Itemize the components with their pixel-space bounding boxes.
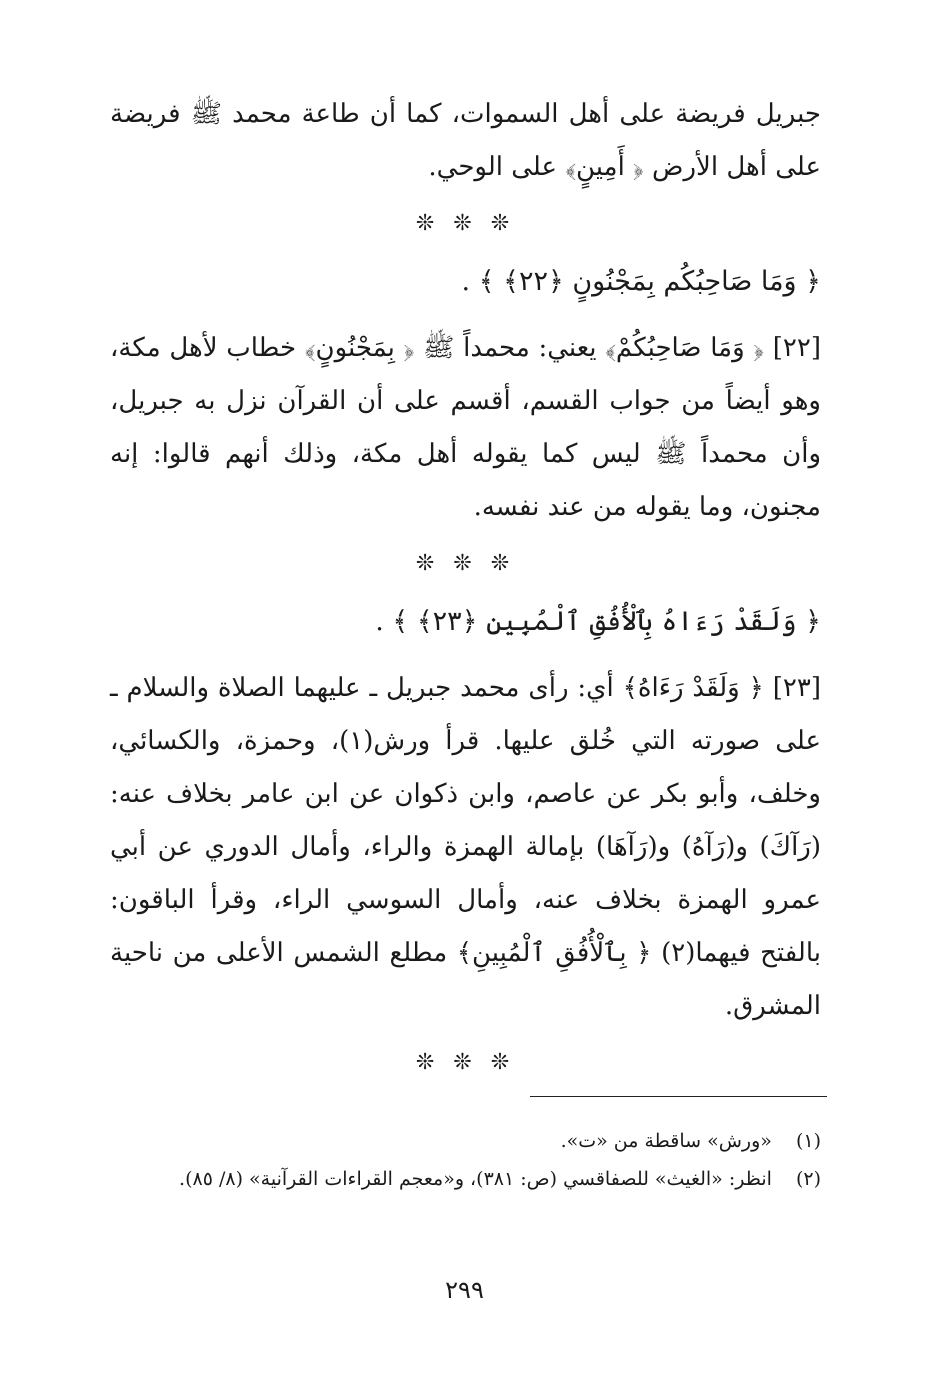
section-separator: ❊ ❊ ❊ — [415, 1050, 516, 1075]
section-separator: ❊ ❊ ❊ — [415, 551, 516, 576]
section-separator: ❊ ❊ ❊ — [415, 211, 516, 236]
quran-verse-22: ﴿ وَمَا صَاحِبُكُم بِمَجْنُونٍ ﴿٢٢﴾ ﴾ . — [461, 266, 821, 297]
paragraph-intro: جبريل فريضة على أهل السموات، كما أن طاعة محمد ﷺ فريضة على أهل الأرض ﴿ أَمِينٍ﴾ على الوحي. — [110, 99, 821, 182]
footnote-divider — [530, 1096, 827, 1097]
footnote-text: انظر: «الغيث» للصفاقسي (ص: ٣٨١)، و«معجم القراءات القرآنية» (٨/ ٨٥). — [179, 1168, 772, 1190]
quran-verse-23: ﴿ وَلَقَدْ رَءَاهُ بِٱلْأُفُقِ ٱلْمُبِينِ ﴿٢٣﴾ ﴾ . — [375, 606, 821, 637]
page-body — [110, 88, 821, 1093]
commentary-23: [٢٣] ﴿ وَلَقَدْ رَءَاهُ﴾ أي: رأى محمد جبريل ـ عليهما الصلاة والسلام ـ على صورته التي خُلق عليها. قرأ ورش(١)، وحمزة، والكسائي، وخلف، وأبو بكر عن عاصم، وابن ذكوان عن ابن عامر بخلاف عنه: (رَآكَ) و(رَآهُ) و(رَآهَا) بإمالة الهمزة والراء، وأمال الدوري عن أبي عمرو الهمزة بخلاف عنه، وأمال السوسي الراء، وقرأ الباقون: بالفتح فيهما(٢) ﴿ بِٱلْأُفُقِ ٱلْمُبِينِ﴾ مطلع الشمس الأعلى من ناحية المشرق. — [110, 673, 822, 1021]
footnote-number: (١) — [795, 1130, 821, 1152]
footnote-2 — [110, 1160, 821, 1198]
commentary-22: [٢٢] ﴿ وَمَا صَاحِبُكُمْ﴾ يعني: محمداً ﷺ ﴿ بِمَجْنُونٍ﴾ خطاب لأهل مكة، وهو أيضاً من جواب القسم، أقسم على أن القرآن نزل به جبريل، وأن محمداً ﷺ ليس كما يقوله أهل مكة، وذلك أنهم قالوا: إنه مجنون، وما يقوله من عند نفسه. — [110, 333, 821, 522]
footnote-number: (٢) — [795, 1168, 821, 1190]
footnote-1 — [110, 1122, 821, 1160]
footnotes — [110, 1122, 821, 1198]
footnote-text: «ورش» ساقطة من «ت». — [560, 1130, 772, 1152]
page-number: ٢٩٩ — [445, 1276, 484, 1304]
